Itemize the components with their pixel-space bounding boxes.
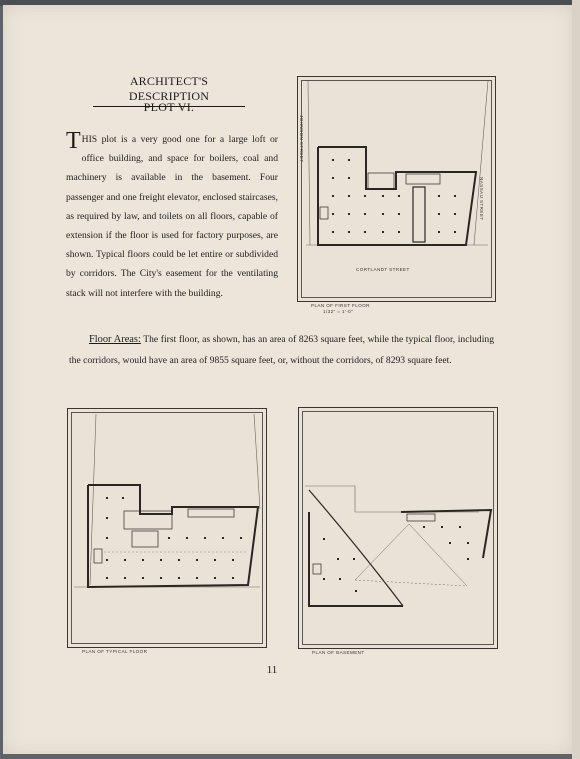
plot-title: PLOT VI. xyxy=(143,100,195,114)
street-label-bottom: CORTLANDT STREET xyxy=(356,267,410,272)
floor-areas-label: Floor Areas: xyxy=(89,334,141,345)
description-paragraph xyxy=(66,130,278,303)
street-label-left: JOHNSON STREET xyxy=(299,115,304,163)
page-number: 11 xyxy=(266,664,278,676)
first-floor-plan xyxy=(297,76,496,302)
basement-caption: PLAN OF BASEMENT xyxy=(312,650,365,655)
typical-floor-plan xyxy=(67,408,267,648)
section-title: ARCHITECT'S DESCRIPTION xyxy=(93,74,245,107)
first-floor-caption: PLAN OF FIRST FLOOR xyxy=(311,303,370,308)
scan-right-edge xyxy=(572,0,580,759)
floor-areas-paragraph xyxy=(69,329,494,371)
typical-floor-caption: PLAN OF TYPICAL FLOOR xyxy=(82,649,148,654)
basement-drawing xyxy=(299,408,497,648)
floor-areas-text: The first floor, as shown, has an area of 8263 square feet, while the typical floor, including the corridors, would have an area of 9855 square feet, or, without the corridors, of 8293 square feet. xyxy=(69,334,494,366)
description-body: HIS plot is a very good one for a large loft or office building, and space for boilers, coal and machinery is available in the basement. Four passenger and one freight elevator, enclosed staircases, as required by law, and toilets on all floors, capable of extension if the floor is used for factory purposes, are shown. Typical floors could be let entire or subdivided by corridors. The City's easement for the ventilating stack will not interfere with the building. xyxy=(66,134,278,299)
typical-floor-drawing xyxy=(68,409,266,647)
drop-cap: T xyxy=(66,128,81,154)
first-floor-scale: 1/32" = 1'-0" xyxy=(323,309,354,314)
basement-plan xyxy=(298,407,498,649)
street-label-right: NASSAU STREET xyxy=(479,177,484,221)
